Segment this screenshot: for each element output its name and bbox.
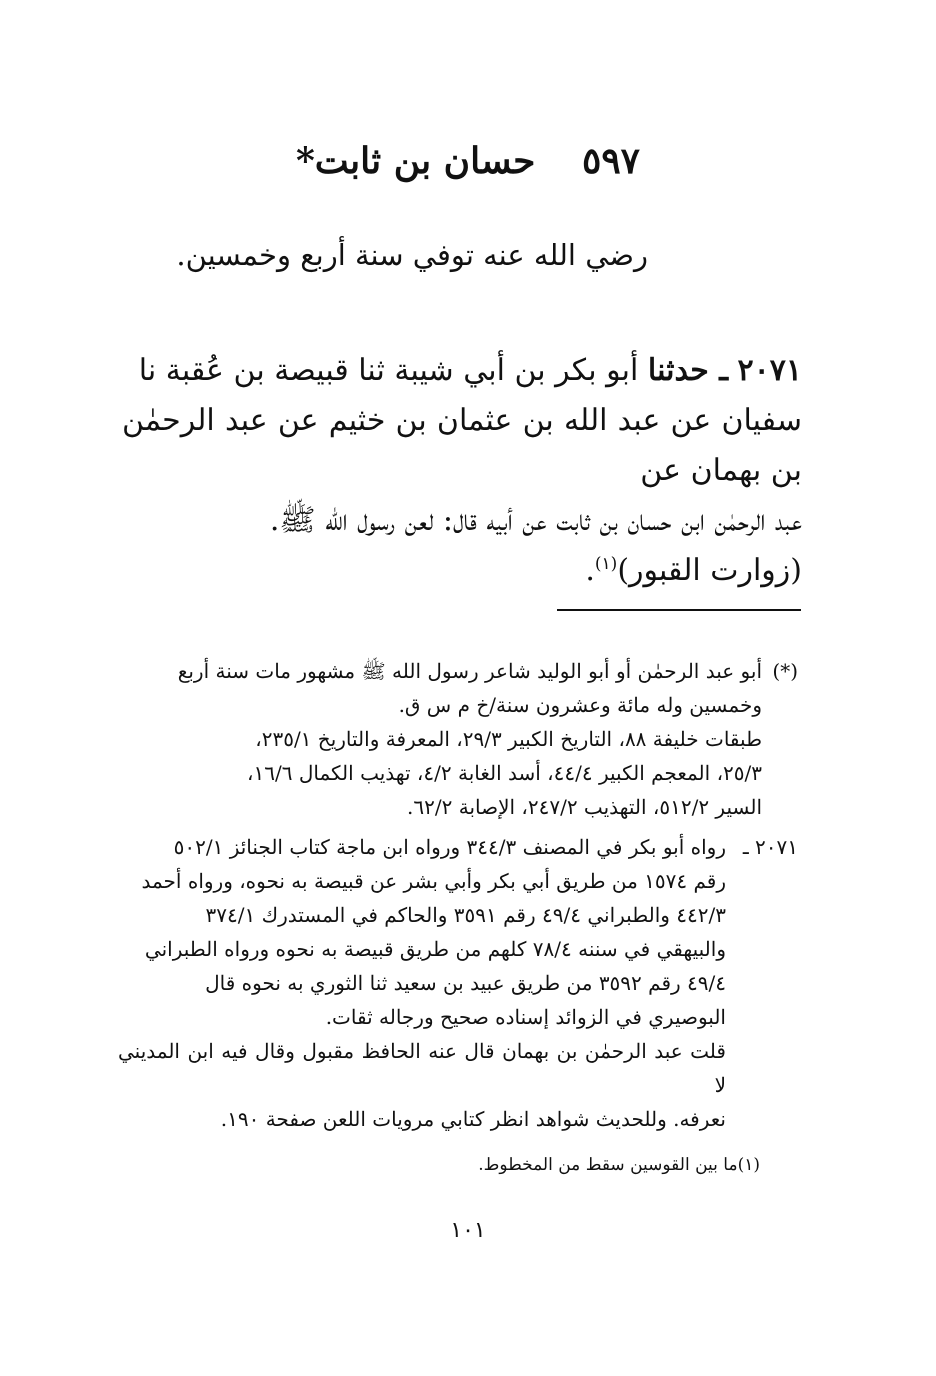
footnote-1 bbox=[478, 1155, 760, 1175]
page-number: ١٠١ bbox=[450, 1218, 486, 1243]
hadith-number: ٢٠٧١ bbox=[737, 353, 802, 388]
footnote-1-text: ما بين القوسين سقط من المخطوط. bbox=[478, 1155, 738, 1175]
hadith-line-1 bbox=[122, 346, 802, 396]
footnote-separator bbox=[557, 609, 801, 611]
takhrij-note-line: ٤٩/٤ رقم ٣٥٩٢ من طريق عبيد بن سعيد ثنا الثوري به نحوه قال bbox=[205, 971, 726, 995]
takhrij-note-line: ٤٤٢/٣ والطبراني ٤٩/٤ رقم ٣٥٩١ والحاكم في المستدرك ٣٧٤/١ bbox=[205, 903, 726, 927]
entry-number: ٥٩٧ bbox=[581, 140, 640, 182]
bio-note-marker: (*) bbox=[772, 659, 798, 683]
hadith-line-3: عبد الرحمٰن ابن حسان بن ثابت عن أبيه قال: لعن رسول الله ﷺ. bbox=[269, 503, 802, 538]
footnote-ref: (١) bbox=[594, 554, 618, 574]
hadith-line-4 bbox=[122, 546, 802, 596]
bio-note-line: طبقات خليفة ٨٨، التاريخ الكبير ٢٩/٣، المعرفة والتاريخ ٢٣٥/١، bbox=[255, 727, 762, 751]
hadith-opening: ـ حدثنا bbox=[647, 353, 728, 388]
takhrij-note-line: البوصيري في الزوائد إسناده صحيح ورجاله ثقات. bbox=[325, 1005, 726, 1029]
takhrij-note-line: نعرفه. وللحديث شواهد انظر كتابي مرويات اللعن صفحة ١٩٠. bbox=[220, 1107, 726, 1131]
entry-name: حسان بن ثابت* bbox=[295, 140, 536, 182]
bio-note bbox=[118, 654, 798, 824]
takhrij-note bbox=[118, 830, 798, 1136]
bio-note-line: أبو عبد الرحمٰن أو أبو الوليد شاعر رسول الله ﷺ مشهور مات سنة أربع bbox=[177, 659, 762, 683]
entry-heading bbox=[0, 140, 936, 182]
bio-note-line: ٢٥/٣، المعجم الكبير ٤٤/٤، أسد الغابة ٤/٢، تهذيب الكمال ١٦/٦، bbox=[247, 761, 762, 785]
bio-note-line: السير ٥١٢/٢، التهذيب ٢٤٧/٢، الإصابة ٦٢/٢. bbox=[407, 795, 762, 819]
hadith-line-4-end: . bbox=[585, 553, 595, 588]
footnotes bbox=[118, 654, 798, 1136]
entry-subtitle: رضي الله عنه توفي سنة أربع وخمسين. bbox=[176, 238, 648, 272]
takhrij-note-marker: ٢٠٧١ ـ bbox=[742, 835, 798, 859]
takhrij-note-line: رقم ١٥٧٤ من طريق أبي بكر وأبي بشر عن قبيصة به نحوه، ورواه أحمد bbox=[141, 869, 726, 893]
takhrij-note-line: رواه أبو بكر في المصنف ٣٤٤/٣ ورواه ابن ماجة كتاب الجنائز ٥٠٢/١ bbox=[173, 835, 726, 859]
hadith-line-2: سفيان عن عبد الله بن عثمان بن خثيم عن عبد الرحمٰن بن بهمان عن bbox=[122, 403, 802, 488]
hadith-text bbox=[122, 346, 802, 596]
bio-note-line: وخمسين وله مائة وعشرون سنة/خ م س ق. bbox=[398, 693, 762, 717]
footnote-1-marker: (١) bbox=[737, 1155, 760, 1175]
takhrij-note-line: قلت عبد الرحمٰن بن بهمان قال عنه الحافظ مقبول وقال فيه ابن المديني لا bbox=[118, 1039, 726, 1097]
hadith-line-1-rest: أبو بكر بن أبي شيبة ثنا قبيصة بن عُقبة نا bbox=[138, 353, 639, 388]
hadith-line-4-text: (زوارت القبور) bbox=[617, 553, 802, 588]
takhrij-note-line: والبيهقي في سننه ٧٨/٤ كلهم من طريق قبيصة به نحوه ورواه الطبراني bbox=[144, 937, 726, 961]
